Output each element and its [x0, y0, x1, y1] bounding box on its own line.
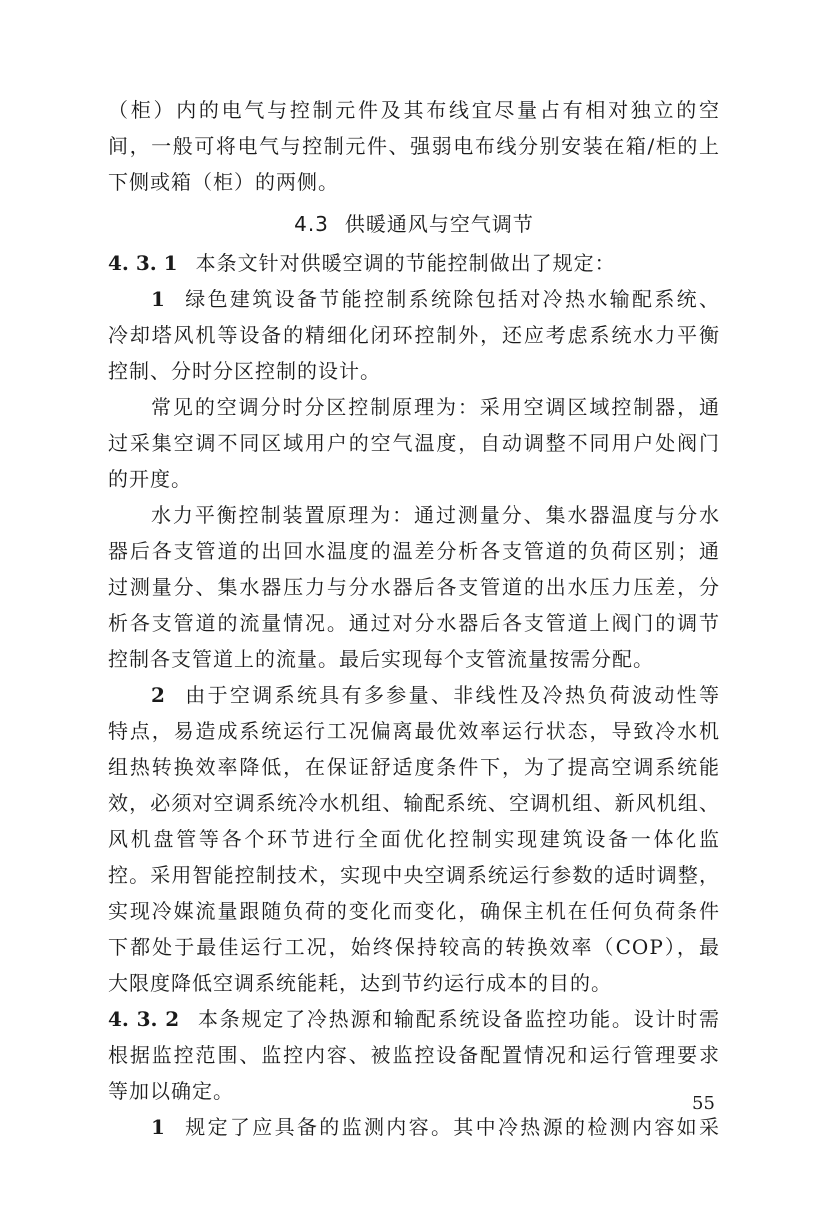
body-text-line: 大限度降低空调系统能耗，达到节约运行成本的目的。	[108, 971, 612, 995]
section-heading	[108, 206, 720, 242]
body-text-line: 过测量分、集水器压力与分水器后各支管道的出水压力压差，分	[108, 575, 720, 599]
body-text-line: 特点，易造成系统运行工况偏离最优效率运行状态，导致冷水机	[108, 719, 720, 743]
clause-lead: 本条文针对供暖空调的节能控制做出了规定：	[195, 251, 616, 275]
body-text-line: 实现冷媒流量跟随负荷的变化而变化，确保主机在任何负荷条件	[108, 899, 720, 923]
item-number: 1	[151, 1115, 166, 1139]
item-line	[108, 281, 720, 317]
body-text-line: 间，一般可将电气与控制元件、强弱电布线分别安装在箱/柜的上	[108, 134, 720, 158]
body-text-line: 水力平衡控制装置原理为：通过测量分、集水器温度与分水	[151, 503, 720, 527]
body-text-line: （柜）内的电气与控制元件及其布线宜尽量占有相对独立的空	[108, 98, 720, 122]
body-text-line: 控制、分时分区控制的设计。	[108, 359, 381, 383]
item-number: 2	[151, 683, 166, 707]
body-text-line: 过采集空调不同区域用户的空气温度，自动调整不同用户处阀门	[108, 431, 720, 455]
body-text-line: 控制各支管道上的流量。最后实现每个支管流量按需分配。	[108, 647, 654, 671]
body-text-line: 析各支管道的流量情况。通过对分水器后各支管道上阀门的调节	[108, 611, 720, 635]
section-number: 4.3	[294, 212, 329, 236]
section-title: 供暖通风与空气调节	[344, 212, 534, 236]
body-text-line: 的开度。	[108, 467, 192, 491]
body-text-line: 下侧或箱（柜）的两侧。	[108, 170, 339, 194]
item-text: 规定了应具备的监测内容。其中冷热源的检测内容如采	[183, 1115, 720, 1139]
item-text: 由于空调系统具有多参量、非线性及冷热负荷波动性等	[183, 683, 720, 707]
body-text-line: 器后各支管道的出回水温度的温差分析各支管道的负荷区别；通	[108, 539, 720, 563]
body-text-line: 下都处于最佳运行工况，始终保持较高的转换效率（COP），最	[108, 935, 720, 959]
body-text-line: 常见的空调分时分区控制原理为：采用空调区域控制器，通	[151, 395, 720, 419]
item-line	[108, 1109, 720, 1145]
item-text: 绿色建筑设备节能控制系统除包括对冷热水输配系统、	[183, 287, 720, 311]
body-text-line: 冷却塔风机等设备的精细化闭环控制外，还应考虑系统水力平衡	[108, 323, 720, 347]
item-line	[108, 677, 720, 713]
page-number: 55	[692, 1093, 715, 1114]
clause-number: 4. 3. 1	[108, 251, 178, 275]
body-text-line: 效，必须对空调系统冷水机组、输配系统、空调机组、新风机组、	[108, 791, 720, 815]
clause-line	[108, 1001, 720, 1037]
body-text-line: 风机盘管等各个环节进行全面优化控制实现建筑设备一体化监	[108, 827, 720, 851]
clause-number: 4. 3. 2	[108, 1007, 180, 1031]
body-text-line: 控。采用智能控制技术，实现中央空调系统运行参数的适时调整，	[108, 863, 720, 887]
clause-line	[108, 245, 720, 281]
body-text-line: 组热转换效率降低，在保证舒适度条件下，为了提高空调系统能	[108, 755, 720, 779]
body-text-line: 根据监控范围、监控内容、被监控设备配置情况和运行管理要求	[108, 1043, 720, 1067]
document-page	[108, 92, 720, 1145]
item-number: 1	[151, 287, 166, 311]
clause-text: 本条规定了冷热源和输配系统设备监控功能。设计时需	[197, 1007, 720, 1031]
body-text-line: 等加以确定。	[108, 1079, 234, 1103]
